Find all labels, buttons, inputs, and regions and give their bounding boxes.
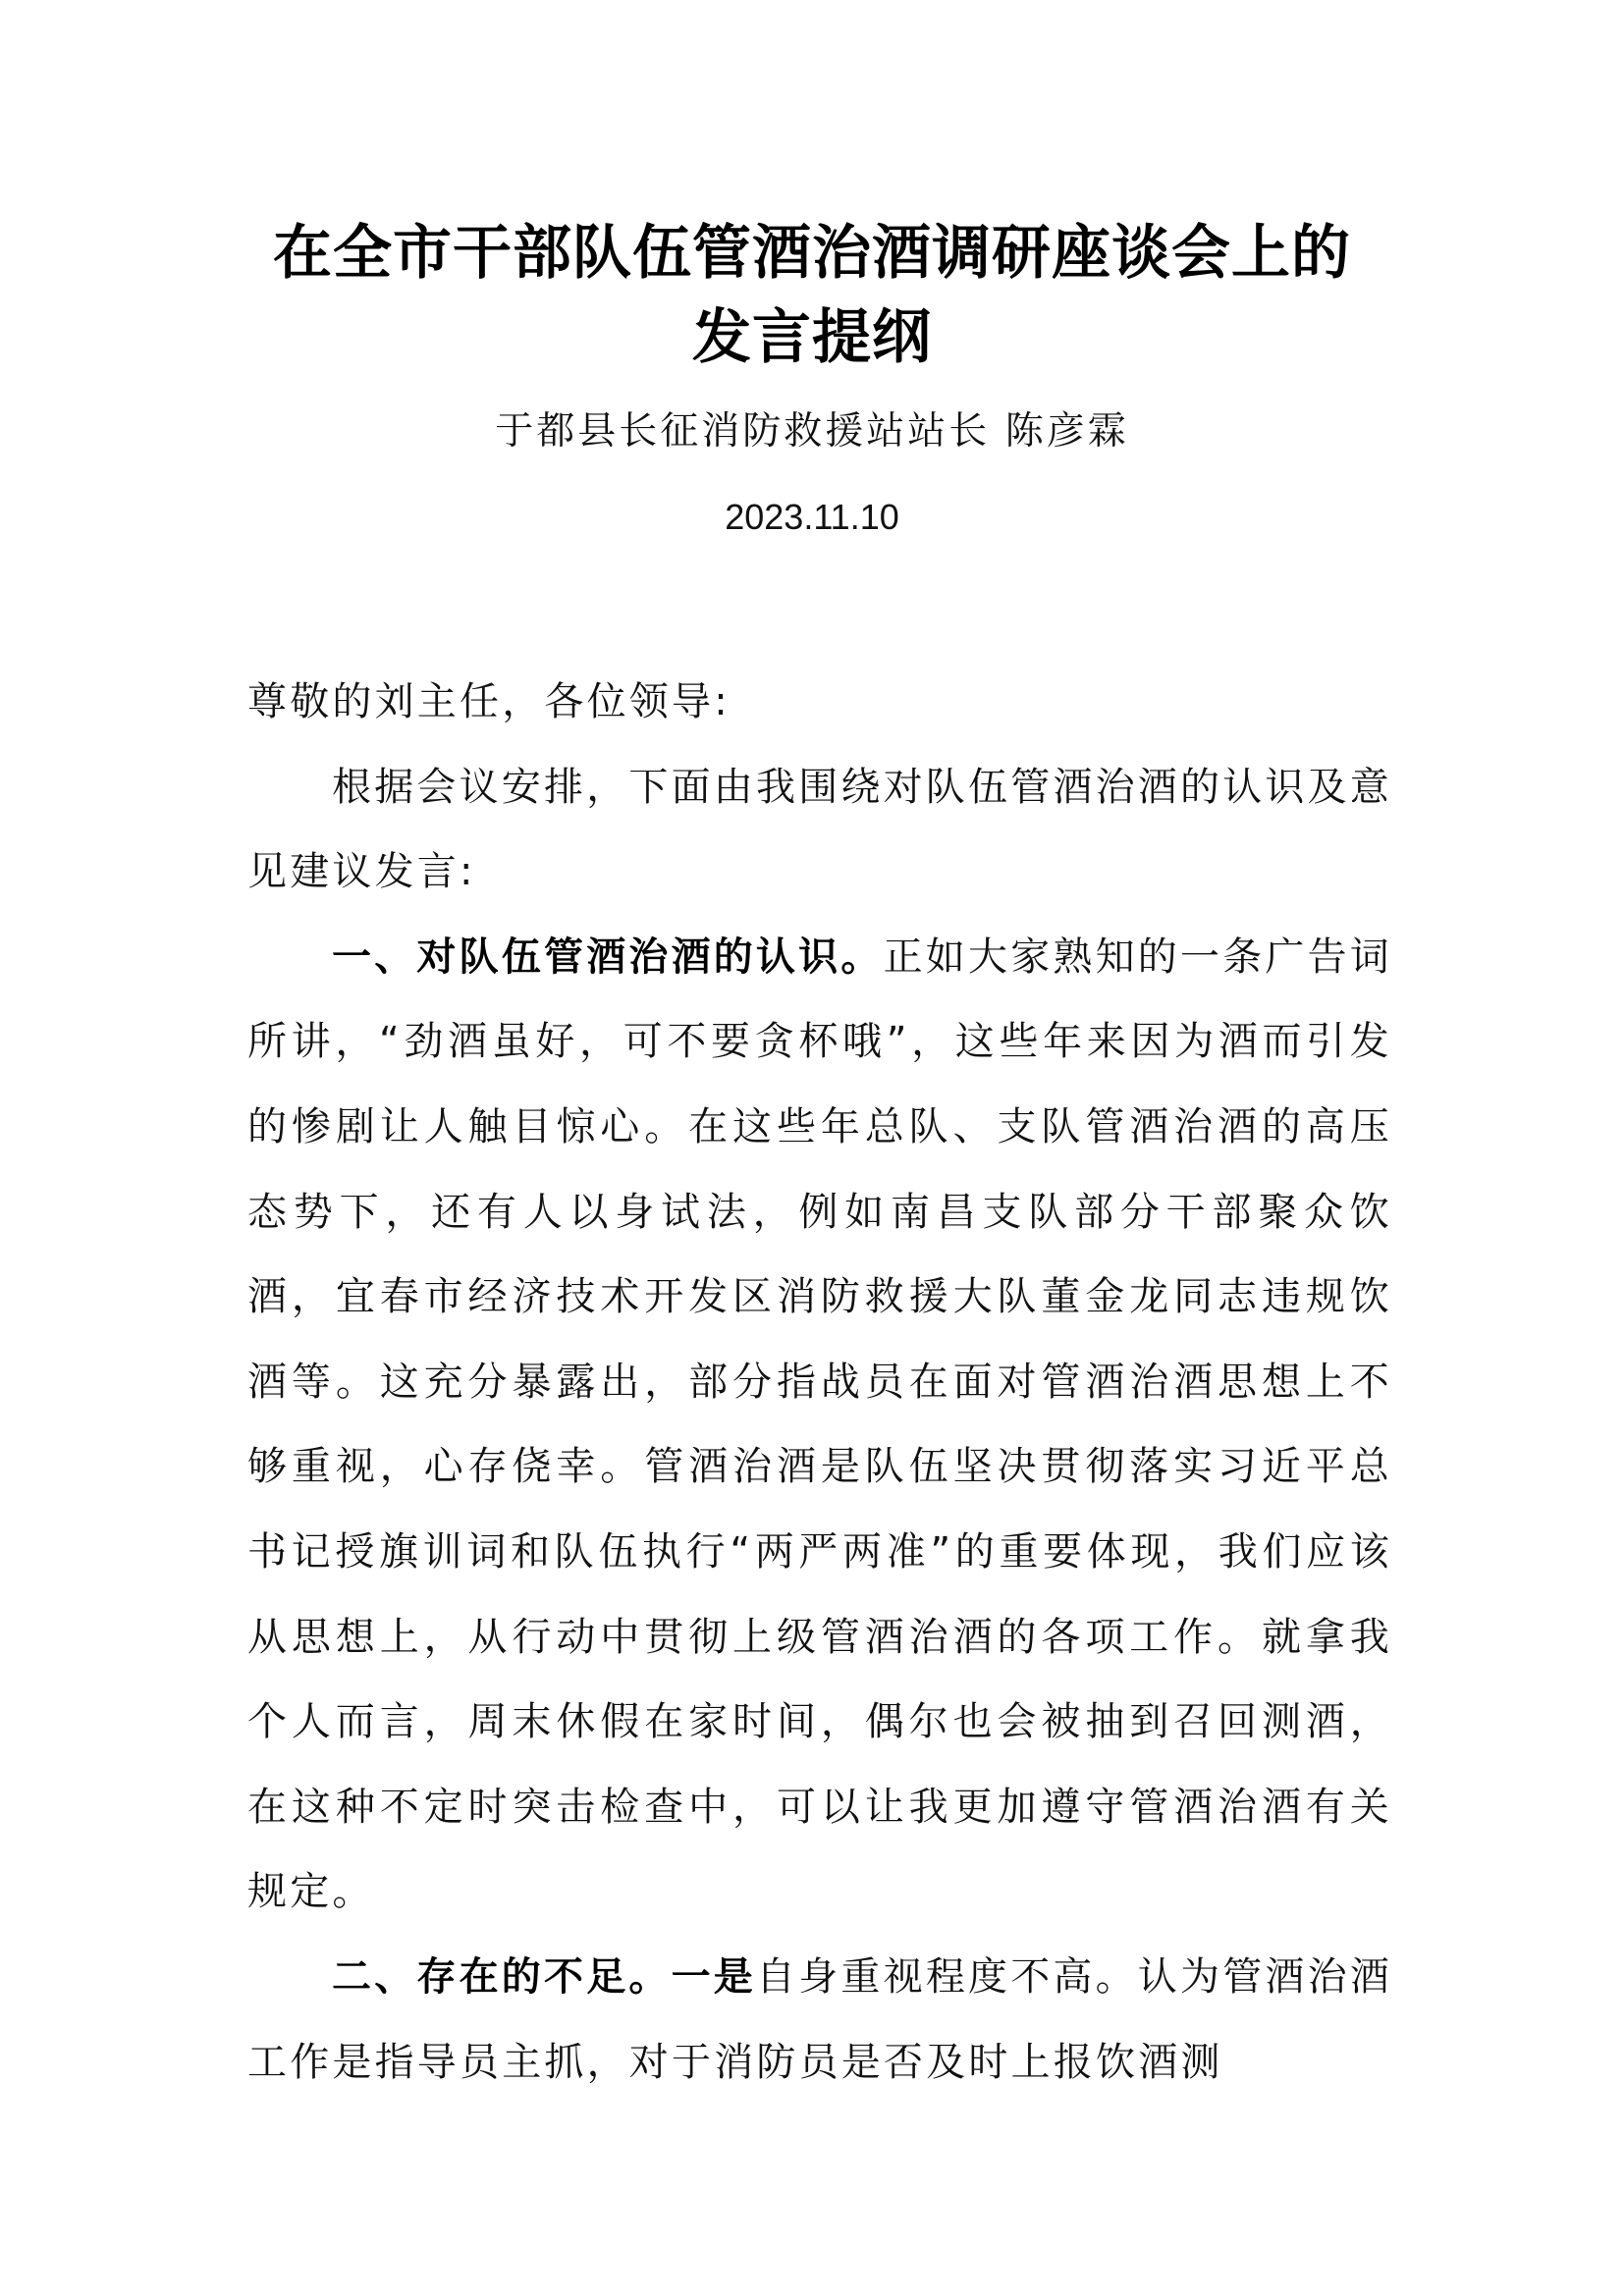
section-2-heading: 二、存在的不足。 (332, 1953, 672, 2000)
title-line-1: 在全市干部队伍管酒治酒调研座谈会上的 (273, 219, 1351, 288)
document-body (247, 660, 1392, 2105)
author-line: 于都县长征消防救援站站长 陈彦霖 (495, 409, 1129, 454)
title-line-2: 发言提纲 (692, 303, 932, 372)
section-2-paragraph (247, 1935, 1392, 2105)
section-1-paragraph (247, 915, 1392, 1935)
section-1-body: 正如大家熟知的一条广告词所讲，“劲酒虽好，可不要贪杯哦”，这些年来因为酒而引发的惨剧让人触目惊心。在这些年总队、支队管酒治酒的高压态势下，还有人以身试法，例如南昌支队部分干部聚众饮酒，宜春市经济技术开发区消防救援大队董金龙同志违规饮酒等。这充分暴露出，部分指战员在面对管酒治酒思想上不够重视，心存侥幸。管酒治酒是队伍坚决贯彻落实习近平总书记授旗训词和队伍执行“两严两准”的重要体现，我们应该从思想上，从行动中贯彻上级管酒治酒的各项工作。就拿我个人而言，周末休假在家时间，偶尔也会被抽到召回测酒，在这种不定时突击检查中，可以让我更加遵守管酒治酒有关规定。 (247, 934, 1393, 1915)
section-2-body: 自身重视程度不高。认为管酒治酒工作是指导员主抓，对于消防员是否及时上报饮酒测 (247, 1953, 1393, 2085)
greeting: 尊敬的刘主任，各位领导: (247, 679, 731, 724)
section-2-subheading: 一是 (671, 1953, 757, 2000)
document-title (0, 211, 1624, 380)
document-date: 2023.11.10 (725, 497, 899, 537)
intro-paragraph: 根据会议安排，下面由我围绕对队伍管酒治酒的认识及意见建议发言: (247, 764, 1392, 895)
section-1-heading: 一、对队伍管酒治酒的认识。 (332, 934, 884, 980)
